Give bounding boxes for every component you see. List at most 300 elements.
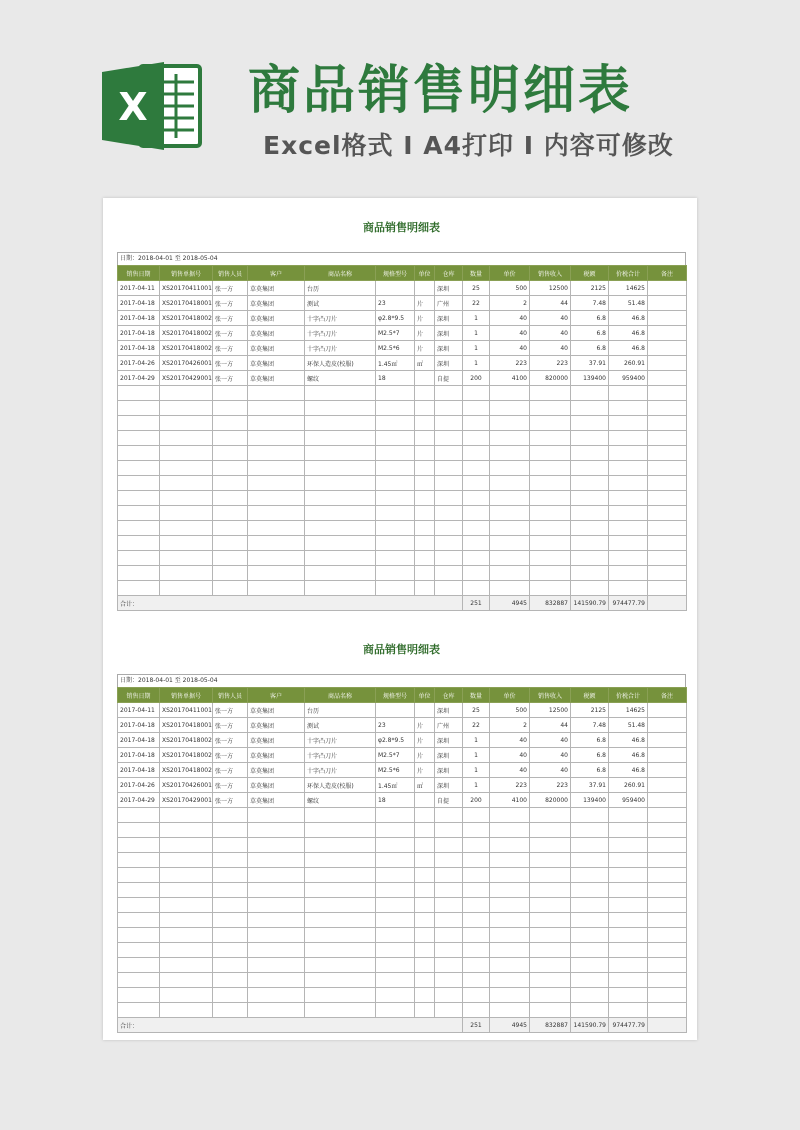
table-cell[interactable] (648, 823, 687, 838)
table-cell[interactable] (435, 958, 463, 973)
table-cell[interactable] (160, 461, 213, 476)
table-cell[interactable]: 22 (463, 296, 490, 311)
table-cell[interactable] (609, 1003, 648, 1018)
table-cell[interactable] (463, 461, 490, 476)
table-cell[interactable]: 223 (530, 356, 571, 371)
table-cell[interactable]: 环保人造皮(校服) (305, 356, 376, 371)
table-cell[interactable] (648, 476, 687, 491)
table-cell[interactable] (415, 461, 435, 476)
table-cell[interactable] (160, 446, 213, 461)
table-cell[interactable]: XS20170426001 (160, 356, 213, 371)
table-cell[interactable]: φ2.8*9.5 (376, 733, 415, 748)
table-cell[interactable] (118, 883, 160, 898)
table-cell[interactable] (160, 536, 213, 551)
table-cell[interactable]: 深圳 (435, 311, 463, 326)
table-cell[interactable]: 草莫集团 (248, 778, 305, 793)
table-cell[interactable] (415, 536, 435, 551)
table-cell[interactable] (248, 853, 305, 868)
table-cell[interactable] (248, 536, 305, 551)
table-cell[interactable] (571, 551, 609, 566)
table-cell[interactable]: 深圳 (435, 733, 463, 748)
table-cell[interactable] (213, 958, 248, 973)
table-cell[interactable]: 广州 (435, 296, 463, 311)
table-cell[interactable]: 螺纹 (305, 793, 376, 808)
table-cell[interactable]: 40 (530, 341, 571, 356)
table-cell[interactable] (305, 446, 376, 461)
table-cell[interactable]: XS20170418002 (160, 733, 213, 748)
table-cell[interactable] (490, 988, 530, 1003)
table-cell[interactable]: 6.8 (571, 341, 609, 356)
table-cell[interactable] (490, 476, 530, 491)
table-cell[interactable] (463, 943, 490, 958)
table-cell[interactable]: 张一方 (213, 371, 248, 386)
table-cell[interactable] (490, 446, 530, 461)
table-cell[interactable]: 200 (463, 371, 490, 386)
table-cell[interactable] (118, 551, 160, 566)
table-cell[interactable]: XS20170418002 (160, 763, 213, 778)
table-cell[interactable] (571, 521, 609, 536)
table-cell[interactable] (415, 521, 435, 536)
table-cell[interactable] (415, 868, 435, 883)
table-cell[interactable] (435, 868, 463, 883)
table-cell[interactable]: 260.91 (609, 356, 648, 371)
table-cell[interactable] (213, 973, 248, 988)
table-cell[interactable] (415, 491, 435, 506)
table-cell[interactable] (248, 898, 305, 913)
table-cell[interactable]: 张一方 (213, 718, 248, 733)
table-cell[interactable] (648, 733, 687, 748)
table-cell[interactable] (213, 521, 248, 536)
table-cell[interactable] (160, 868, 213, 883)
table-cell[interactable] (648, 356, 687, 371)
table-cell[interactable]: 张一方 (213, 326, 248, 341)
table-cell[interactable]: 台历 (305, 703, 376, 718)
table-cell[interactable] (160, 913, 213, 928)
table-cell[interactable] (376, 476, 415, 491)
table-cell[interactable] (571, 868, 609, 883)
table-cell[interactable] (609, 853, 648, 868)
table-cell[interactable] (435, 536, 463, 551)
table-cell[interactable] (376, 973, 415, 988)
table-cell[interactable]: 张一方 (213, 703, 248, 718)
table-cell[interactable] (415, 943, 435, 958)
table-cell[interactable] (248, 566, 305, 581)
table-cell[interactable] (213, 536, 248, 551)
table-cell[interactable] (530, 973, 571, 988)
table-cell[interactable]: 2017-04-18 (118, 748, 160, 763)
table-cell[interactable] (530, 823, 571, 838)
table-cell[interactable] (435, 506, 463, 521)
table-cell[interactable] (571, 431, 609, 446)
table-cell[interactable] (118, 838, 160, 853)
table-cell[interactable]: 片 (415, 341, 435, 356)
table-cell[interactable] (648, 703, 687, 718)
table-cell[interactable] (490, 431, 530, 446)
table-cell[interactable] (160, 853, 213, 868)
table-cell[interactable] (248, 808, 305, 823)
table-cell[interactable] (648, 958, 687, 973)
table-cell[interactable]: 深圳 (435, 281, 463, 296)
table-cell[interactable] (213, 506, 248, 521)
table-cell[interactable]: 2017-04-18 (118, 326, 160, 341)
table-cell[interactable] (305, 988, 376, 1003)
table-cell[interactable]: 44 (530, 718, 571, 733)
table-cell[interactable] (609, 883, 648, 898)
table-cell[interactable] (609, 551, 648, 566)
table-cell[interactable] (609, 521, 648, 536)
table-cell[interactable] (571, 566, 609, 581)
table-cell[interactable]: 46.8 (609, 748, 648, 763)
table-cell[interactable]: 7.48 (571, 296, 609, 311)
table-cell[interactable]: 51.48 (609, 718, 648, 733)
table-cell[interactable] (435, 913, 463, 928)
table-cell[interactable] (490, 521, 530, 536)
table-cell[interactable] (376, 988, 415, 1003)
table-cell[interactable] (305, 461, 376, 476)
table-cell[interactable] (648, 973, 687, 988)
table-cell[interactable]: 46.8 (609, 341, 648, 356)
table-cell[interactable] (571, 853, 609, 868)
table-cell[interactable] (609, 461, 648, 476)
table-cell[interactable]: 223 (490, 778, 530, 793)
table-cell[interactable] (160, 401, 213, 416)
table-cell[interactable]: XS20170429001 (160, 793, 213, 808)
table-cell[interactable] (648, 386, 687, 401)
table-cell[interactable]: 张一方 (213, 356, 248, 371)
table-cell[interactable]: 草莫集团 (248, 341, 305, 356)
table-cell[interactable] (118, 581, 160, 596)
table-cell[interactable] (530, 943, 571, 958)
table-cell[interactable] (213, 838, 248, 853)
table-cell[interactable] (213, 416, 248, 431)
table-cell[interactable] (248, 913, 305, 928)
table-cell[interactable]: 深圳 (435, 763, 463, 778)
table-cell[interactable] (648, 446, 687, 461)
table-cell[interactable] (648, 718, 687, 733)
table-cell[interactable]: 46.8 (609, 763, 648, 778)
table-cell[interactable]: 18 (376, 371, 415, 386)
table-cell[interactable]: 张一方 (213, 778, 248, 793)
table-cell[interactable] (248, 943, 305, 958)
table-cell[interactable] (435, 823, 463, 838)
table-cell[interactable] (609, 386, 648, 401)
table-cell[interactable]: 40 (490, 326, 530, 341)
table-cell[interactable] (248, 446, 305, 461)
table-cell[interactable] (530, 898, 571, 913)
table-cell[interactable]: 张一方 (213, 793, 248, 808)
table-cell[interactable] (648, 461, 687, 476)
table-cell[interactable] (118, 853, 160, 868)
table-cell[interactable] (435, 566, 463, 581)
table-cell[interactable] (213, 551, 248, 566)
table-cell[interactable] (248, 868, 305, 883)
table-cell[interactable]: 2017-04-11 (118, 281, 160, 296)
table-cell[interactable] (648, 883, 687, 898)
table-cell[interactable] (415, 988, 435, 1003)
table-cell[interactable] (415, 703, 435, 718)
table-cell[interactable] (530, 566, 571, 581)
table-cell[interactable] (435, 386, 463, 401)
table-cell[interactable]: 草莫集团 (248, 733, 305, 748)
table-cell[interactable] (530, 581, 571, 596)
table-cell[interactable] (435, 401, 463, 416)
table-cell[interactable] (160, 431, 213, 446)
table-cell[interactable] (571, 1003, 609, 1018)
table-cell[interactable] (376, 491, 415, 506)
table-cell[interactable]: 23 (376, 718, 415, 733)
table-cell[interactable] (648, 928, 687, 943)
table-cell[interactable] (490, 913, 530, 928)
table-cell[interactable] (160, 958, 213, 973)
table-cell[interactable] (490, 823, 530, 838)
table-cell[interactable]: 40 (490, 763, 530, 778)
table-cell[interactable] (609, 581, 648, 596)
table-cell[interactable]: 6.8 (571, 311, 609, 326)
table-cell[interactable]: 片 (415, 763, 435, 778)
table-cell[interactable]: 7.48 (571, 718, 609, 733)
table-cell[interactable]: 十字凸刀片 (305, 341, 376, 356)
table-cell[interactable]: 片 (415, 733, 435, 748)
table-cell[interactable] (213, 913, 248, 928)
table-cell[interactable] (160, 551, 213, 566)
table-cell[interactable] (305, 838, 376, 853)
table-cell[interactable] (118, 958, 160, 973)
table-cell[interactable] (160, 883, 213, 898)
table-cell[interactable] (571, 823, 609, 838)
table-cell[interactable] (463, 536, 490, 551)
table-cell[interactable] (213, 808, 248, 823)
table-cell[interactable] (248, 988, 305, 1003)
table-cell[interactable] (415, 281, 435, 296)
table-cell[interactable]: 2017-04-18 (118, 341, 160, 356)
table-cell[interactable] (463, 868, 490, 883)
table-cell[interactable] (435, 1003, 463, 1018)
table-cell[interactable] (530, 491, 571, 506)
table-cell[interactable] (118, 988, 160, 1003)
table-cell[interactable] (415, 566, 435, 581)
table-cell[interactable] (463, 883, 490, 898)
table-cell[interactable] (530, 883, 571, 898)
table-cell[interactable] (490, 506, 530, 521)
table-cell[interactable] (118, 898, 160, 913)
table-cell[interactable] (213, 988, 248, 1003)
table-cell[interactable] (415, 958, 435, 973)
table-cell[interactable]: XS20170418002 (160, 341, 213, 356)
table-cell[interactable] (648, 401, 687, 416)
table-cell[interactable] (530, 958, 571, 973)
table-cell[interactable] (490, 491, 530, 506)
table-cell[interactable] (213, 491, 248, 506)
table-cell[interactable] (376, 838, 415, 853)
table-cell[interactable]: 2017-04-29 (118, 793, 160, 808)
table-cell[interactable] (305, 823, 376, 838)
table-cell[interactable] (305, 581, 376, 596)
table-cell[interactable] (435, 551, 463, 566)
table-cell[interactable] (648, 281, 687, 296)
table-cell[interactable] (571, 898, 609, 913)
table-cell[interactable] (213, 1003, 248, 1018)
table-cell[interactable] (248, 928, 305, 943)
table-cell[interactable]: 1 (463, 311, 490, 326)
table-cell[interactable]: 2017-04-18 (118, 296, 160, 311)
table-cell[interactable]: 张一方 (213, 296, 248, 311)
table-cell[interactable] (376, 913, 415, 928)
table-cell[interactable] (435, 808, 463, 823)
table-cell[interactable] (530, 551, 571, 566)
table-cell[interactable] (648, 748, 687, 763)
table-cell[interactable] (376, 566, 415, 581)
table-cell[interactable] (648, 581, 687, 596)
table-cell[interactable]: 张一方 (213, 763, 248, 778)
table-cell[interactable] (376, 281, 415, 296)
table-cell[interactable] (435, 973, 463, 988)
table-cell[interactable] (118, 476, 160, 491)
table-cell[interactable] (530, 808, 571, 823)
table-cell[interactable] (305, 928, 376, 943)
table-cell[interactable]: 46.8 (609, 326, 648, 341)
table-cell[interactable] (609, 898, 648, 913)
table-cell[interactable] (490, 973, 530, 988)
table-cell[interactable] (648, 311, 687, 326)
table-cell[interactable] (648, 536, 687, 551)
table-cell[interactable]: 6.8 (571, 748, 609, 763)
table-cell[interactable] (571, 988, 609, 1003)
table-cell[interactable]: M2.5*6 (376, 341, 415, 356)
table-cell[interactable]: 25 (463, 703, 490, 718)
table-cell[interactable]: 959400 (609, 793, 648, 808)
table-cell[interactable]: 草莫集团 (248, 371, 305, 386)
table-cell[interactable] (490, 808, 530, 823)
table-cell[interactable] (490, 566, 530, 581)
table-cell[interactable] (415, 416, 435, 431)
table-cell[interactable] (213, 823, 248, 838)
table-cell[interactable]: 深圳 (435, 356, 463, 371)
table-cell[interactable]: 1 (463, 778, 490, 793)
table-cell[interactable]: 40 (530, 733, 571, 748)
table-cell[interactable]: 40 (530, 326, 571, 341)
table-cell[interactable]: 草莫集团 (248, 703, 305, 718)
table-cell[interactable]: 深圳 (435, 341, 463, 356)
table-cell[interactable] (160, 566, 213, 581)
table-cell[interactable] (305, 476, 376, 491)
table-cell[interactable] (530, 476, 571, 491)
table-cell[interactable]: 草莫集团 (248, 281, 305, 296)
table-cell[interactable]: 2125 (571, 281, 609, 296)
table-cell[interactable] (571, 446, 609, 461)
table-cell[interactable] (648, 793, 687, 808)
table-cell[interactable] (118, 868, 160, 883)
table-cell[interactable]: XS20170418002 (160, 311, 213, 326)
table-cell[interactable]: 500 (490, 703, 530, 718)
table-cell[interactable] (490, 416, 530, 431)
table-cell[interactable] (415, 883, 435, 898)
table-cell[interactable] (571, 416, 609, 431)
table-cell[interactable] (160, 973, 213, 988)
table-cell[interactable]: 1 (463, 341, 490, 356)
table-cell[interactable] (530, 928, 571, 943)
table-cell[interactable]: 820000 (530, 371, 571, 386)
table-cell[interactable]: M2.5*6 (376, 763, 415, 778)
table-cell[interactable] (435, 461, 463, 476)
table-cell[interactable] (648, 431, 687, 446)
table-cell[interactable] (435, 581, 463, 596)
table-cell[interactable] (305, 913, 376, 928)
table-cell[interactable] (530, 913, 571, 928)
table-cell[interactable] (435, 988, 463, 1003)
table-cell[interactable] (571, 808, 609, 823)
table-cell[interactable] (376, 551, 415, 566)
table-cell[interactable]: 片 (415, 296, 435, 311)
table-cell[interactable] (376, 581, 415, 596)
table-cell[interactable] (490, 386, 530, 401)
table-cell[interactable] (463, 491, 490, 506)
table-cell[interactable]: 23 (376, 296, 415, 311)
table-cell[interactable]: 测试 (305, 296, 376, 311)
table-cell[interactable] (463, 476, 490, 491)
table-cell[interactable] (435, 446, 463, 461)
table-cell[interactable] (376, 853, 415, 868)
table-cell[interactable] (648, 371, 687, 386)
table-cell[interactable] (530, 401, 571, 416)
table-cell[interactable] (118, 928, 160, 943)
table-cell[interactable] (463, 913, 490, 928)
table-cell[interactable] (435, 898, 463, 913)
table-cell[interactable] (463, 401, 490, 416)
table-cell[interactable]: φ2.8*9.5 (376, 311, 415, 326)
table-cell[interactable] (376, 928, 415, 943)
table-cell[interactable] (490, 1003, 530, 1018)
table-cell[interactable] (305, 536, 376, 551)
table-cell[interactable]: 14625 (609, 281, 648, 296)
table-cell[interactable]: 片 (415, 718, 435, 733)
table-cell[interactable]: 139400 (571, 793, 609, 808)
table-cell[interactable]: 测试 (305, 718, 376, 733)
table-cell[interactable] (376, 446, 415, 461)
table-cell[interactable] (648, 763, 687, 778)
table-cell[interactable]: 2 (490, 718, 530, 733)
table-cell[interactable] (160, 928, 213, 943)
table-cell[interactable] (648, 521, 687, 536)
table-cell[interactable] (118, 913, 160, 928)
table-cell[interactable]: 40 (490, 311, 530, 326)
table-cell[interactable]: 40 (530, 311, 571, 326)
table-cell[interactable] (415, 898, 435, 913)
table-cell[interactable] (571, 461, 609, 476)
table-cell[interactable] (305, 386, 376, 401)
table-cell[interactable] (213, 431, 248, 446)
table-cell[interactable]: 2 (490, 296, 530, 311)
table-cell[interactable] (609, 808, 648, 823)
table-cell[interactable] (213, 898, 248, 913)
table-cell[interactable] (609, 868, 648, 883)
table-cell[interactable] (305, 883, 376, 898)
table-cell[interactable]: 223 (530, 778, 571, 793)
table-cell[interactable] (160, 838, 213, 853)
table-cell[interactable] (463, 506, 490, 521)
table-cell[interactable] (435, 943, 463, 958)
table-cell[interactable] (530, 521, 571, 536)
table-cell[interactable]: 片 (415, 311, 435, 326)
table-cell[interactable] (305, 431, 376, 446)
table-cell[interactable]: 草莫集团 (248, 296, 305, 311)
table-cell[interactable]: 螺纹 (305, 371, 376, 386)
table-cell[interactable]: 12500 (530, 281, 571, 296)
table-cell[interactable] (376, 1003, 415, 1018)
table-cell[interactable]: XS20170426001 (160, 778, 213, 793)
table-cell[interactable] (213, 401, 248, 416)
table-cell[interactable] (376, 521, 415, 536)
table-cell[interactable] (415, 401, 435, 416)
